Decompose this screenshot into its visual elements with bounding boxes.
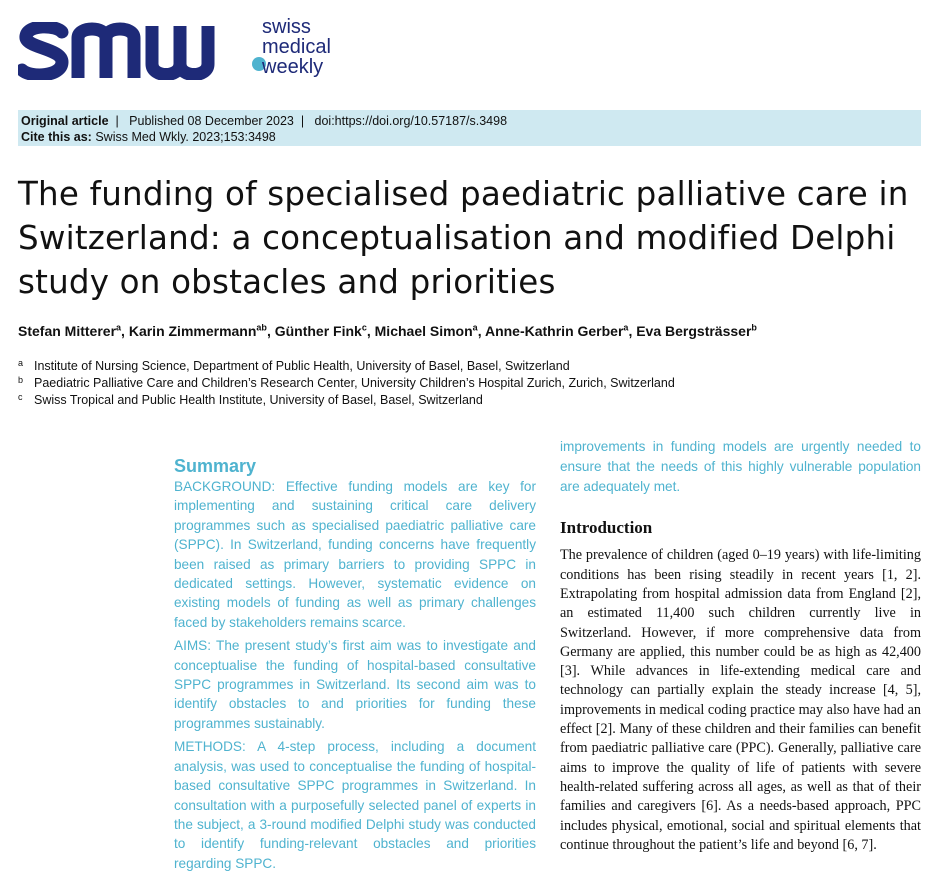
article-type: Original article [21,114,109,128]
summary-heading: Summary [174,456,257,476]
article-title: The funding of specialised paediatric palliative care in Switzerland: a conceptualisation and modified Delphi study on obstacles and priorities [18,175,909,301]
cite-label: Cite this as: [21,130,92,144]
affiliation-mark: b [18,375,24,385]
published-date: Published 08 December 2023 [129,114,294,128]
summary-background: BACKGROUND: Effective funding models are key for implementing and sustaining critical care delivery programmes such as specialised paediatric palliative care (SPPC). In Switzerland, funding concerns have frequently been raised as primary barriers to providing SPPC in dedicated settings. However, systematic evidence on existing models of funding as well as primary challenges faced by stakeholders remains scarce. [174,479,536,630]
author[interactable]: Eva Bergsträsser$^b$ [636,322,757,339]
logo-line-medical: medical [262,36,331,58]
logo-line-swiss: swiss [262,16,311,38]
author[interactable]: Günther Fink$^c$ [274,322,367,339]
author[interactable]: Stefan Mitterer$^a$ [18,322,122,339]
author[interactable]: Karin Zimmermann$^{ab}$ [128,322,267,339]
author[interactable]: Anne-Kathrin Gerber$^a$ [484,322,629,339]
author-list: Stefan Mitterer$^a$, Karin Zimmermann$^{ab}$, Günther Fink$^c$, Michael Simon$^a$, Anne-Kathrin Gerber$^a$, Eva Bergsträsser$^b$ [18,322,757,339]
introduction-text: The prevalence of children (aged 0–19 years) with life-limiting conditions has been rising steadily in recent years [1, 2]. Extrapolating from hospital admission data from England [2], an estimated 11,400 such children currently live in Switzerland. However, if more comprehensive data from Germany are applied, this number could be as high as 42,400 [3]. While advances in life-extending medical care and technology can partially explain the steady increase [4, 5], improvements in medical coding practice may also have had an effect [2]. Many of these children and their families can benefit from paediatric palliative care (PPC). Generally, palliative care aims to improve the quality of life of patients with severe health-related suffering across all ages, as well as that of their families and caregivers [6]. As a needs-based approach, PPC includes physical, emotional, social and spiritual elements that continue throughout the patient’s life and beyond [6, 7]. [560,547,921,853]
meta-separator: | [112,114,126,128]
smw-wordmark [18,22,230,80]
logo-text [262,17,331,77]
summary-aims: AIMS: The present study’s first aim was to investigate and conceptualise the funding of hospital-based consultative SPPC programmes in Switzerland. Its second aim was to identify obstacles to and priorities for funding these programmes sustainably. [174,638,536,731]
affiliation-item [18,392,675,409]
summary-continuation: improvements in funding models are urgently needed to ensure that the needs of this highly vulnerable population are adequately met. [560,439,921,494]
cite-value: Swiss Med Wkly. 2023;153:3498 [95,130,276,144]
article-meta-bar [18,110,921,146]
affiliation-mark: c [18,392,23,402]
summary-section [174,455,536,877]
affiliation-mark: a [18,358,24,368]
affiliation-text: Swiss Tropical and Public Health Institute, University of Basel, Basel, Switzerland [34,393,483,407]
doi-link[interactable]: doi:https://doi.org/10.57187/s.3498 [314,114,508,128]
affiliation-item [18,375,675,392]
affiliation-text: Paediatric Palliative Care and Children’s Research Center, University Children’s Hospital Zurich, Zurich, Switzerland [34,376,675,390]
summary-methods: METHODS: A 4-step process, including a document analysis, was used to conceptualise the funding of hospital-based consultative SPPC programmes in Switzerland. In consultation with a purposefully selected panel of experts in the subject, a 3-round modified Delphi study was conducted to identify funding-relevant obstacles and priorities regarding SPPC. [174,739,536,871]
introduction-heading: Introduction [560,518,653,538]
affiliation-item [18,358,675,375]
right-column [560,437,921,855]
affiliation-text: Institute of Nursing Science, Department of Public Health, University of Basel, Basel, Switzerland [34,359,570,373]
meta-separator: | [297,114,312,128]
affiliation-list [18,358,675,409]
journal-logo [18,14,378,86]
logo-line-weekly: weekly [262,56,324,78]
author[interactable]: Michael Simon$^a$ [374,322,478,339]
